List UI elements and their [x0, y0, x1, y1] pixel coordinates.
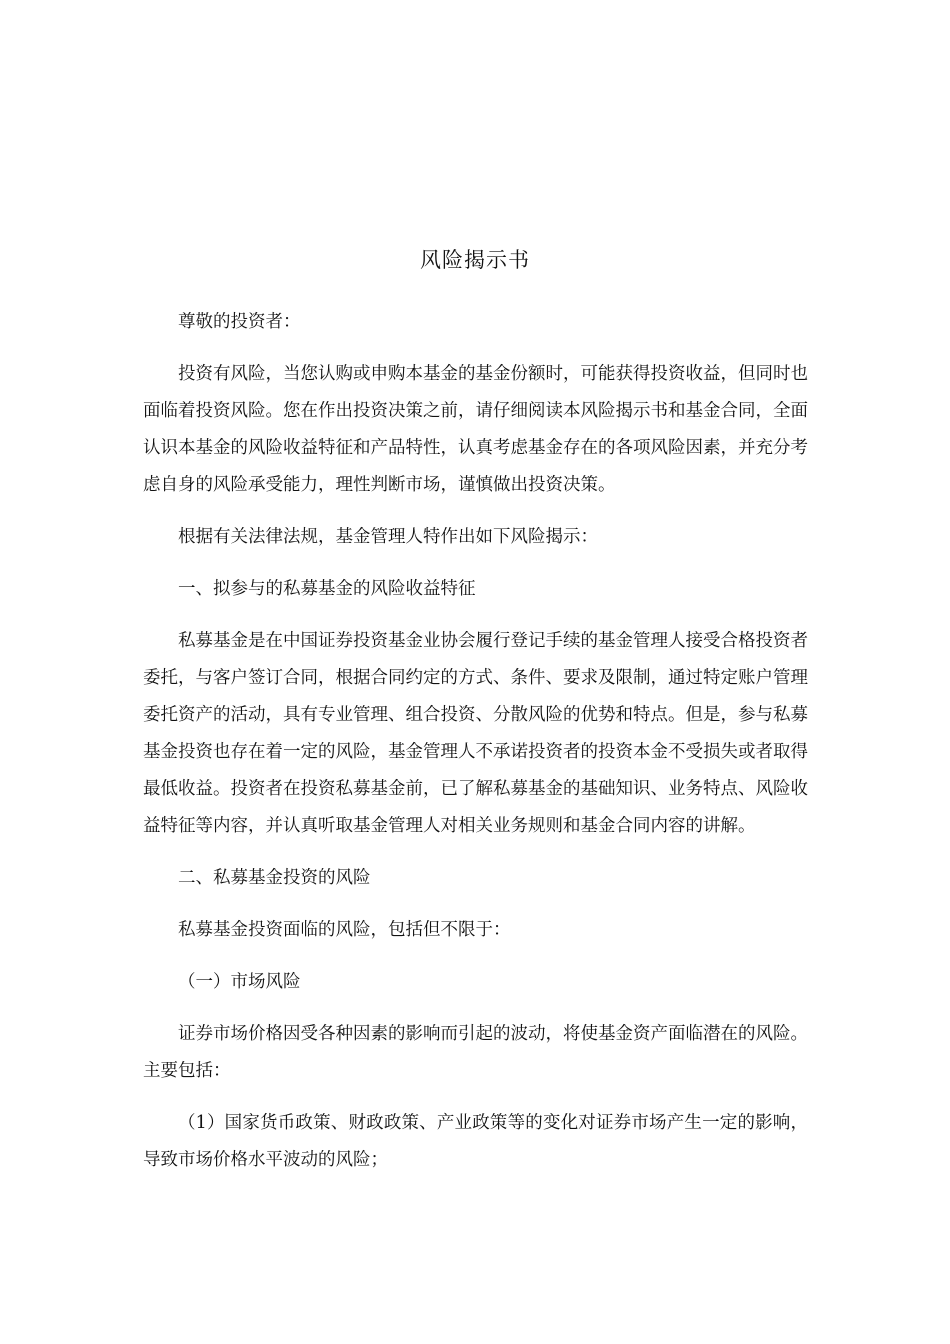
section-heading-2: 二、私募基金投资的风险: [178, 868, 371, 888]
paragraph-risks-include: 私募基金投资面临的风险，包括但不限于：: [178, 920, 511, 940]
document-body: [143, 304, 808, 1194]
paragraph-private-fund: 私募基金是在中国证券投资基金业协会履行登记手续的基金管理人接受合格投资者委托，与客户签订合同，根据合同约定的方式、条件、要求及限制，通过特定账户管理委托资产的活动，具有专业管理、组合投资、分散风险的优势和特点。但是，参与私募基金投资也存在着一定的风险，基金管理人不承诺投资者的投资本金不受损失或者取得最低收益。投资者在投资私募基金前，已了解私募基金的基础知识、业务特点、风险收益特征等内容，并认真听取基金管理人对相关业务规则和基金合同内容的讲解。: [143, 631, 808, 836]
paragraph-policy-risk: （1）国家货币政策、财政政策、产业政策等的变化对证券市场产生一定的影响，导致市场价格水平波动的风险；: [143, 1113, 808, 1170]
salutation: 尊敬的投资者：: [178, 312, 301, 332]
document-title: 风险揭示书: [420, 248, 530, 272]
subsection-heading-market-risk: （一）市场风险: [178, 972, 301, 992]
paragraph-intro: 投资有风险，当您认购或申购本基金的基金份额时，可能获得投资收益，但同时也面临着投资风险。您在作出投资决策之前，请仔细阅读本风险揭示书和基金合同，全面认识本基金的风险收益特征和产品特性，认真考虑基金存在的各项风险因素，并充分考虑自身的风险承受能力，理性判断市场，谨慎做出投资决策。: [143, 364, 808, 495]
paragraph-market-risk: 证券市场价格因受各种因素的影响而引起的波动，将使基金资产面临潜在的风险。主要包括：: [143, 1024, 808, 1081]
section-heading-1: 一、拟参与的私募基金的风险收益特征: [178, 579, 476, 599]
paragraph-legal-basis: 根据有关法律法规，基金管理人特作出如下风险揭示：: [178, 527, 598, 547]
